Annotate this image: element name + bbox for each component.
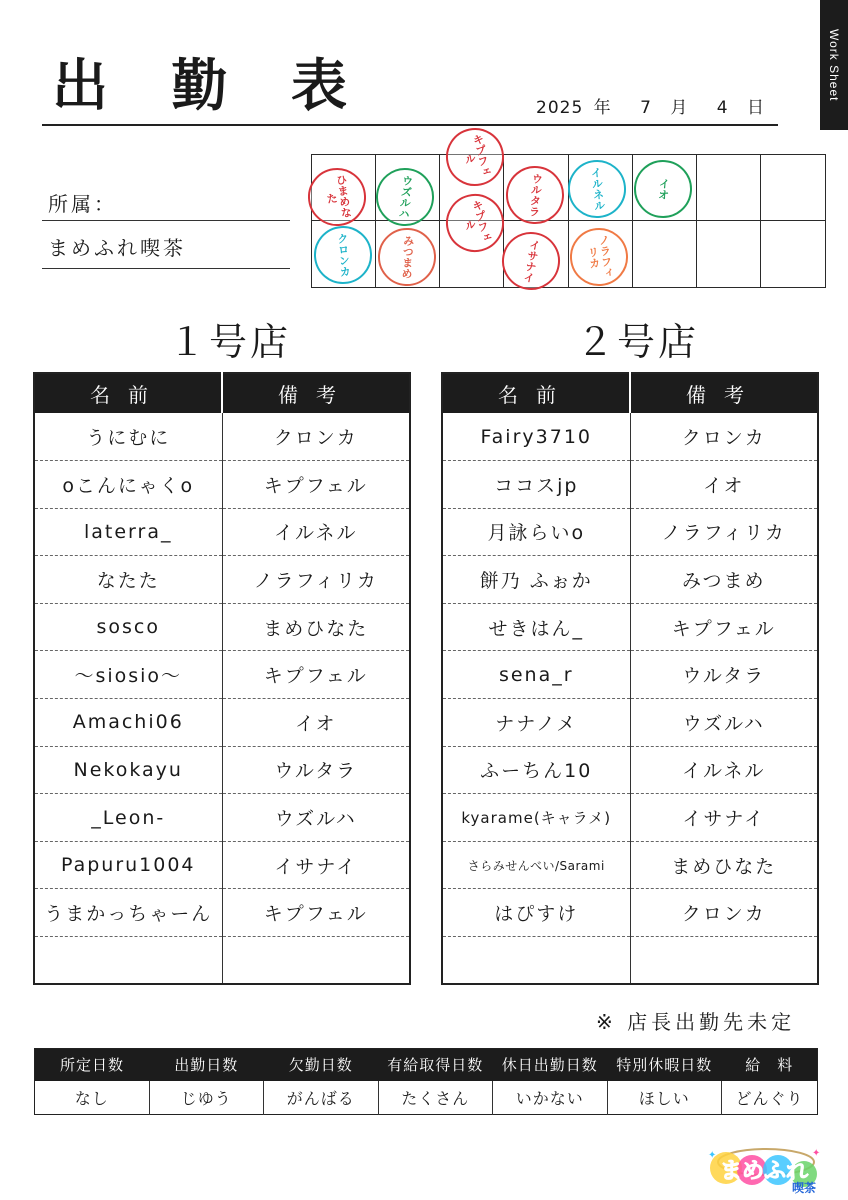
staff-note: クロンカ: [222, 413, 410, 461]
staff-note: ウズルハ: [222, 794, 410, 842]
table-row: [34, 556, 410, 604]
summary-header: 所定日数: [35, 1049, 150, 1081]
hanko-stamp: イサナイ: [497, 227, 564, 294]
hanko-stamp: ウルタラ: [504, 164, 567, 227]
table-row: [442, 651, 818, 699]
staff-name: [442, 937, 630, 985]
staff-note: まめひなた: [630, 841, 818, 889]
table-row: [442, 508, 818, 556]
staff-name: Papuru1004: [34, 841, 222, 889]
logo-sub-text: 喫茶: [792, 1181, 817, 1195]
table-row: [34, 651, 410, 699]
hanko-stamp: ノラフィリカ: [567, 225, 631, 289]
stamp-cell: [761, 221, 825, 287]
staff-note: [222, 937, 410, 985]
table-row: [442, 699, 818, 747]
staff-name: ナナノメ: [442, 699, 630, 747]
staff-note: [630, 937, 818, 985]
table-row: [442, 461, 818, 509]
hanko-stamp: クロンカ: [312, 224, 374, 286]
summary-value: がんばる: [264, 1081, 379, 1115]
staff-note: イオ: [222, 699, 410, 747]
date: [536, 96, 765, 120]
summary-value: たくさん: [378, 1081, 493, 1115]
staff-name: ふーちん10: [442, 746, 630, 794]
staff-name: うまかっちゃーん: [34, 889, 222, 937]
table-row: [442, 794, 818, 842]
staff-name: なたた: [34, 556, 222, 604]
manager-note: ※ 店長出勤先未定: [596, 1010, 796, 1034]
date-day-unit: 日: [746, 98, 765, 118]
table-row: [442, 937, 818, 985]
stamp-cell: [697, 221, 761, 287]
store-2-roster: [441, 372, 819, 985]
date-day: 4: [716, 98, 729, 118]
staff-note: クロンカ: [630, 889, 818, 937]
store-1-title: １号店: [168, 320, 292, 364]
staff-name: kyarame(キャラメ): [442, 794, 630, 842]
staff-name: _Leon-: [34, 794, 222, 842]
staff-name: せきはん_: [442, 603, 630, 651]
summary-value: ほしい: [607, 1081, 722, 1115]
staff-note: キプフェル: [222, 651, 410, 699]
staff-note: キプフェル: [222, 461, 410, 509]
note-header: 備考: [222, 373, 410, 413]
staff-name: ココスjp: [442, 461, 630, 509]
hanko-stamp: キプフェル: [440, 188, 510, 258]
summary-header: 休日出勤日数: [493, 1049, 608, 1081]
staff-name: Amachi06: [34, 699, 222, 747]
staff-name: さらみせんべい/Sarami: [442, 841, 630, 889]
table-row: [34, 461, 410, 509]
summary-table: [34, 1048, 818, 1115]
affiliation-underline: [42, 268, 290, 269]
store-2-title: ２号店: [576, 320, 700, 364]
table-row: [442, 556, 818, 604]
table-row: [442, 889, 818, 937]
staff-note: イオ: [630, 461, 818, 509]
stamp-cell: [761, 155, 825, 221]
table-row: [34, 841, 410, 889]
staff-name: laterra_: [34, 508, 222, 556]
name-header: 名前: [34, 373, 222, 413]
staff-name: Fairy3710: [442, 413, 630, 461]
staff-note: クロンカ: [630, 413, 818, 461]
table-row: [34, 413, 410, 461]
affiliation-label: 所属：: [48, 192, 117, 216]
hanko-stamp: キプフェル: [441, 123, 510, 192]
table-row: [442, 413, 818, 461]
summary-header: 出勤日数: [149, 1049, 264, 1081]
date-month: 7: [640, 98, 652, 118]
stamp-cell: [697, 155, 761, 221]
summary-header: 有給取得日数: [378, 1049, 493, 1081]
staff-name: 餅乃 ふぉか: [442, 556, 630, 604]
staff-note: イサナイ: [630, 794, 818, 842]
staff-name: oこんにゃくo: [34, 461, 222, 509]
hanko-stamp: ひまめなた: [304, 164, 370, 230]
title-rule: [42, 124, 778, 126]
summary-value: いかない: [493, 1081, 608, 1115]
staff-note: イルネル: [630, 746, 818, 794]
table-row: [442, 603, 818, 651]
staff-name: [34, 937, 222, 985]
table-row: [442, 841, 818, 889]
hanko-stamp: ウズルハ: [373, 165, 437, 229]
sparkle-icon: ✦: [812, 1148, 821, 1159]
affiliation-value: まめふれ喫茶: [48, 236, 186, 260]
staff-name: はぴすけ: [442, 889, 630, 937]
staff-note: イルネル: [222, 508, 410, 556]
table-row: [34, 746, 410, 794]
staff-note: ウルタラ: [222, 746, 410, 794]
table-row: [34, 603, 410, 651]
staff-note: ノラフィリカ: [222, 556, 410, 604]
staff-note: イサナイ: [222, 841, 410, 889]
date-year-unit: 年: [593, 98, 612, 118]
staff-note: ノラフィリカ: [630, 508, 818, 556]
hanko-stamp: イルネル: [565, 157, 629, 221]
staff-note: みつまめ: [630, 556, 818, 604]
staff-name: Nekokayu: [34, 746, 222, 794]
staff-name: うにむに: [34, 413, 222, 461]
affiliation-divider: [42, 220, 290, 221]
work-sheet-tab: Work Sheet: [820, 0, 848, 130]
table-row: [34, 508, 410, 556]
staff-note: ウルタラ: [630, 651, 818, 699]
summary-value: どんぐり: [735, 1088, 804, 1108]
staff-note: キプフェル: [222, 889, 410, 937]
date-month-unit: 月: [670, 98, 689, 118]
summary-value: なし: [35, 1081, 150, 1115]
note-header: 備考: [630, 373, 818, 413]
table-row: [34, 937, 410, 985]
date-year: 2025: [536, 98, 584, 118]
table-row: [34, 889, 410, 937]
table-row: [34, 699, 410, 747]
staff-name: sosco: [34, 603, 222, 651]
staff-name: 〜siosio〜: [34, 651, 222, 699]
staff-note: キプフェル: [630, 603, 818, 651]
stamp-cell: [633, 221, 697, 287]
mamefure-cafe-logo: [706, 1140, 822, 1196]
staff-note: まめひなた: [222, 603, 410, 651]
name-header: 名前: [442, 373, 630, 413]
logo-main-text: まめふれ: [720, 1159, 809, 1184]
page-title: 出 勤 表: [52, 54, 369, 119]
hanko-stamp: みつまめ: [377, 227, 438, 288]
summary-value: じゆう: [149, 1081, 264, 1115]
store-1-roster: [33, 372, 411, 985]
staff-name: sena_r: [442, 651, 630, 699]
sparkle-icon: ✦: [708, 1150, 717, 1161]
staff-note: ウズルハ: [630, 699, 818, 747]
summary-header: 欠勤日数: [264, 1049, 379, 1081]
summary-header: 特別休暇日数: [607, 1049, 722, 1081]
hanko-stamp: イオ: [632, 158, 694, 220]
staff-name: 月詠らいo: [442, 508, 630, 556]
table-row: [442, 746, 818, 794]
summary-values-row: [35, 1081, 818, 1115]
table-row: [34, 794, 410, 842]
summary-header: 給 料: [722, 1049, 818, 1081]
